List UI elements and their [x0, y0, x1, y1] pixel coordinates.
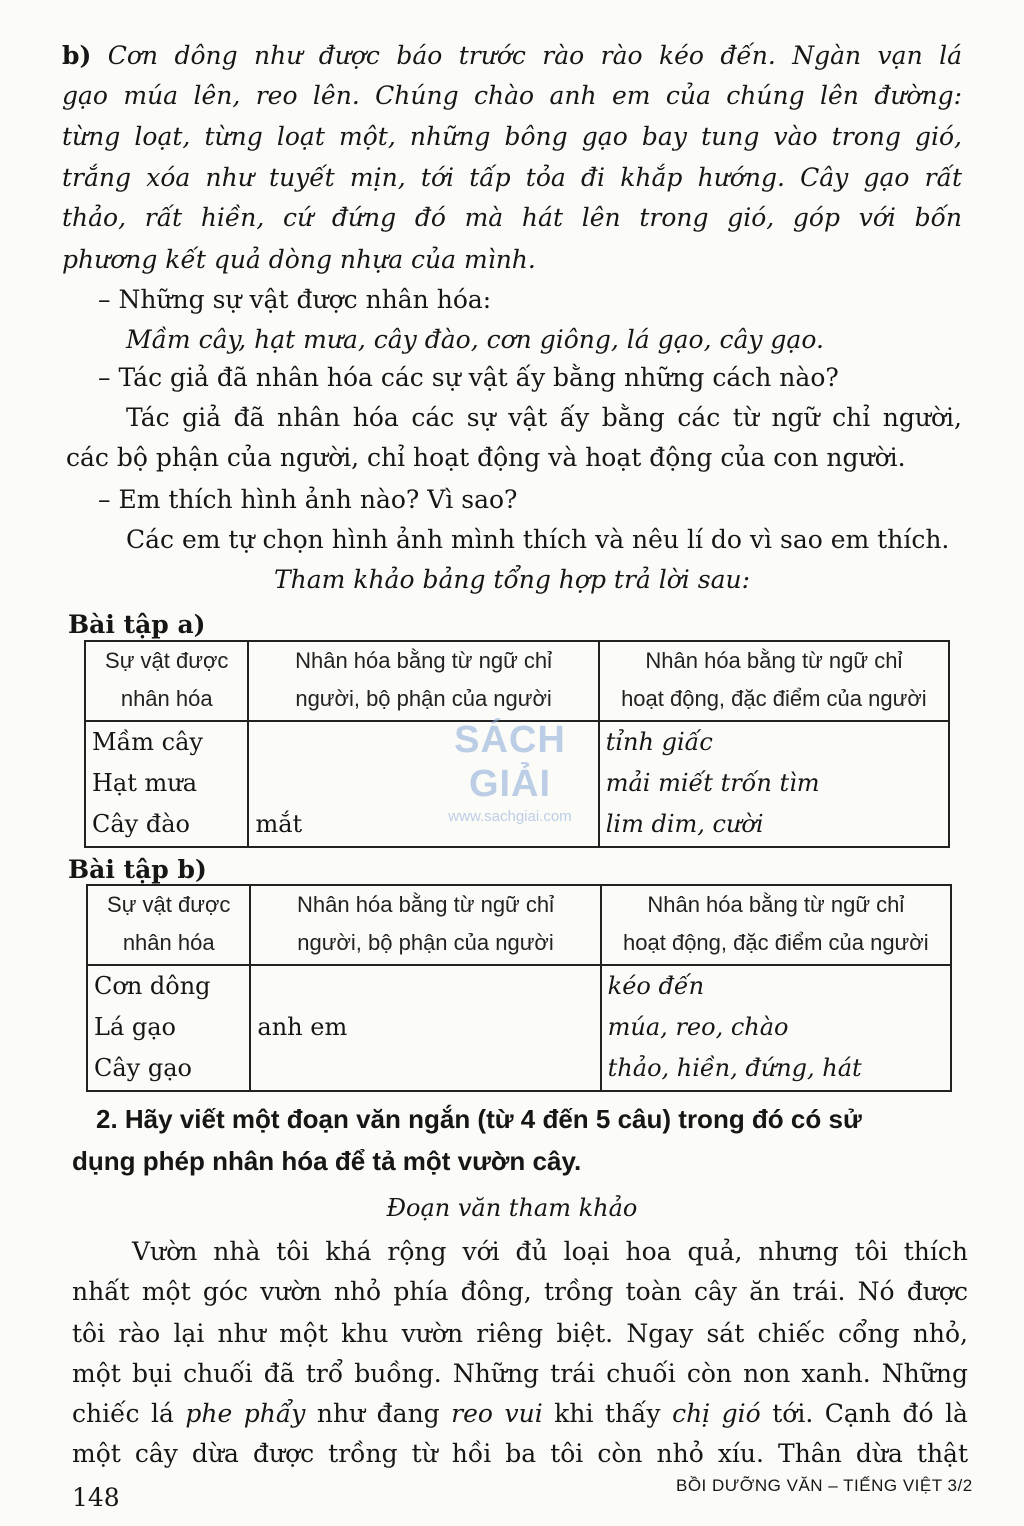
header-line: Sự vật được [107, 892, 231, 917]
header-line: Nhân hóa bằng từ ngữ chỉ [645, 648, 903, 673]
paragraph-b-text: Cơn dông như được báo trước rào rào kéo đến. Ngàn vạn lá [107, 41, 963, 70]
text-run: khi thấy [542, 1399, 673, 1428]
table-cell-value: kéo đến [607, 972, 705, 1000]
page-number: 148 [72, 1483, 120, 1512]
table-a-label: Bài tập a) [68, 610, 206, 639]
table-a-header-row [85, 641, 949, 721]
header-line: Nhân hóa bằng từ ngữ chỉ [647, 892, 905, 917]
table-cell-value: mải miết trốn tìm [605, 769, 820, 797]
table-b-header-row [87, 885, 951, 965]
table-cell-value: tỉnh giấc [605, 728, 713, 756]
watermark [410, 718, 610, 828]
text-run: tới. Cạnh đó là [760, 1399, 968, 1428]
sample-line-4: một bụi chuối đã trổ buồng. Những trái chuối còn non xanh. Những [72, 1359, 968, 1388]
table-b-header-cell [87, 885, 250, 965]
sample-title: Đoạn văn tham khảo [386, 1194, 638, 1222]
text-run: chiếc lá [72, 1399, 186, 1428]
text-run-italic: chị gió [672, 1399, 761, 1428]
table-b-col-things [87, 965, 250, 1091]
table-a-col-action-words [599, 721, 949, 847]
answer-how-personified-line-1: Tác giả đã nhân hóa các sự vật ấy bằng các từ ngữ chỉ người, [126, 403, 962, 432]
table-a-header-cell [599, 641, 949, 721]
watermark-logo: SÁCH GIẢI [454, 719, 566, 805]
table-a-header-cell [248, 641, 598, 721]
table-cell-value: Mầm cây [92, 728, 203, 756]
header-line: hoạt động, đặc điểm của người [621, 686, 927, 711]
table-b-header-cell [250, 885, 600, 965]
table-b-header-cell [601, 885, 951, 965]
table-cell-value: mắt [255, 810, 303, 838]
table-cell-value: thảo, hiền, đứng, hát [607, 1054, 862, 1082]
table-b-col-person-words [250, 965, 600, 1091]
reference-note: Tham khảo bảng tổng hợp trả lời sau: [273, 565, 751, 594]
text-run-italic: phe phẩy [185, 1399, 306, 1428]
table-cell-value: Cây đào [92, 810, 190, 838]
table-a-col-things [85, 721, 248, 847]
header-line: Sự vật được [105, 648, 229, 673]
question-favorite-image: – Em thích hình ảnh nào? Vì sao? [98, 485, 518, 514]
table-b-label: Bài tập b) [68, 855, 207, 884]
table-b-body-row [87, 965, 951, 1091]
table-cell-value: Hạt mưa [92, 769, 198, 797]
header-line: Nhân hóa bằng từ ngữ chỉ [297, 892, 555, 917]
paragraph-b-line-5: thảo, rất hiền, cứ đứng đó mà hát lên trong gió, góp với bốn [62, 203, 962, 232]
table-b-col-action-words [601, 965, 951, 1091]
header-line: Nhân hóa bằng từ ngữ chỉ [295, 648, 553, 673]
table-cell-value: lim dim, cười [605, 810, 764, 838]
paragraph-b-line-6: phương kết quả dòng nhựa của mình. [62, 245, 536, 274]
table-cell-value: Cơn dông [94, 972, 211, 1000]
sample-line-6: một cây dừa được trồng từ hồi ba tôi còn nhỏ xíu. Thân dừa thật [72, 1439, 968, 1468]
answer-favorite-image: Các em tự chọn hình ảnh mình thích và nêu lí do vì sao em thích. [126, 525, 950, 554]
question-how-personified: – Tác giả đã nhân hóa các sự vật ấy bằng những cách nào? [98, 363, 839, 392]
table-cell-value: Lá gạo [94, 1013, 176, 1041]
paragraph-b-line-3: từng loạt, từng loạt một, những bông gạo bay tung vào trong gió, [62, 122, 962, 151]
text-run-italic: reo vui [451, 1399, 543, 1428]
table-cell-value [251, 1048, 599, 1089]
paragraph-b-line-2: gạo múa lên, reo lên. Chúng chào anh em của chúng lên đường: [62, 81, 962, 110]
header-line: người, bộ phận của người [295, 686, 552, 711]
text-run: như đang [305, 1399, 452, 1428]
paragraph-b-label: b) [62, 41, 92, 70]
header-line: nhân hóa [120, 686, 213, 711]
header-line: nhân hóa [122, 930, 215, 955]
exercise-2-prompt-line-1: 2. Hãy viết một đoạn văn ngắn (từ 4 đến 5 câu) trong đó có sử [96, 1104, 862, 1134]
answer-how-personified-line-2: các bộ phận của người, chỉ hoạt động và hoạt động của con người. [66, 443, 906, 472]
header-line: người, bộ phận của người [297, 930, 554, 955]
paragraph-b-line-1 [62, 36, 962, 76]
answer-personified-things: Mầm cây, hạt mưa, cây đào, cơn giông, lá gạo, cây gạo. [126, 325, 824, 354]
header-line: hoạt động, đặc điểm của người [623, 930, 929, 955]
sample-line-1: Vườn nhà tôi khá rộng với đủ loại hoa quả, nhưng tôi thích [132, 1237, 968, 1266]
table-cell-value: múa, reo, chào [607, 1013, 789, 1041]
table-cell-value: Cây gạo [94, 1054, 192, 1082]
paragraph-b-line-4: trắng xóa như tuyết mịn, tới tấp tỏa đi khắp hướng. Cây gạo rất [62, 163, 962, 192]
sample-line-5 [72, 1394, 968, 1434]
table-b [86, 884, 952, 1092]
table-a-header-cell [85, 641, 248, 721]
table-cell-value: anh em [257, 1013, 348, 1041]
exercise-2-prompt-line-2: dụng phép nhân hóa để tả một vườn cây. [72, 1146, 582, 1176]
question-personified-things: – Những sự vật được nhân hóa: [98, 285, 492, 314]
watermark-url: www.sachgiai.com [448, 808, 572, 825]
book-title: BỒI DƯỠNG VĂN – TIẾNG VIỆT 3/2 [676, 1476, 973, 1495]
table-cell-value [251, 966, 599, 1007]
sample-line-3: tôi rào lại như một khu vườn riêng biệt. Ngay sát chiếc cổng nhỏ, [72, 1319, 968, 1348]
sample-line-2: nhất một góc vườn nhỏ phía đông, trồng toàn cây ăn trái. Nó được [72, 1277, 968, 1306]
